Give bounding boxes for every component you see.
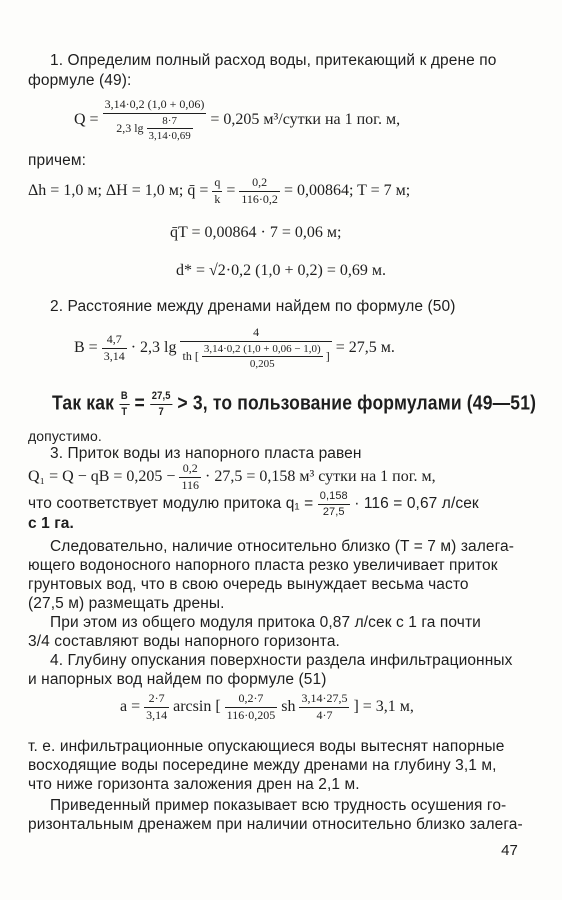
- eq-text: ]: [325, 348, 330, 363]
- fraction-numerator: 3,14·27,5: [299, 692, 349, 708]
- eq-text: 2,3 lg: [116, 120, 144, 135]
- fraction-denominator: 116: [181, 477, 200, 492]
- fraction: [212, 176, 222, 207]
- eq-text: Δh = 1,0 м; ΔH = 1,0 м; q̄ =: [28, 181, 209, 199]
- paragraph-line: и напорных вод найдем по формуле (51): [28, 671, 327, 688]
- fraction-numerator: 0,158: [318, 490, 350, 505]
- fraction-denominator: [180, 342, 331, 371]
- eq-text: > 3, то пользование формулами (49—51): [177, 391, 537, 415]
- paragraph-line: что ниже горизонта заложения дрен на 2,1 м.: [28, 776, 360, 793]
- paragraph-line: Приведенный пример показывает всю трудность осушения го-: [50, 797, 507, 814]
- equation-module: [28, 490, 479, 518]
- paragraph-line: грунтовых вод, что в свою очередь вынуждает весьма часто: [28, 576, 469, 593]
- fraction-denominator: T: [121, 405, 128, 418]
- eq-text: Так как: [52, 391, 115, 415]
- fraction: [239, 176, 280, 207]
- fraction-denominator: 7: [158, 405, 164, 418]
- eq-text: =: [226, 181, 236, 199]
- fraction: [202, 343, 323, 371]
- fraction-numerator: 0,2·7: [225, 692, 278, 708]
- paragraph-line: причем:: [28, 152, 87, 169]
- paragraph-line: ющего водоносного напорного пласта резко увеличивает приток: [28, 557, 498, 574]
- paragraph-line: 2. Расстояние между дренами найдем по формуле (50): [50, 298, 456, 315]
- fraction: [119, 390, 129, 418]
- eq-text: = 0,205 м³/сутки на 1 пог. м,: [210, 111, 401, 129]
- fraction-denominator: k: [214, 191, 221, 206]
- fraction-denominator: 4·7: [316, 707, 333, 722]
- fraction-numerator: 2·7: [144, 692, 169, 708]
- eq-text: Q₁ = Q − qB = 0,205 −: [28, 467, 176, 485]
- paragraph-line: формуле (49):: [28, 72, 132, 89]
- eq-text: th [: [182, 348, 199, 363]
- paragraph-line: 4. Глубину опускания поверхности раздела инфильтрационных: [50, 652, 513, 669]
- equation-b: [74, 326, 395, 371]
- fraction-numerator: 3,14·0,2 (1,0 + 0,06): [103, 98, 207, 114]
- eq-text: =: [134, 391, 145, 415]
- paragraph-line: т. е. инфильтрационные опускающиеся воды вытеснят напорные: [28, 738, 505, 755]
- fraction-denominator: 116·0,2: [241, 191, 278, 206]
- fraction-numerator: 0,2: [179, 462, 201, 478]
- fraction-denominator: 3,14: [103, 349, 125, 364]
- equation-q1: [28, 462, 436, 493]
- fraction-numerator: 4,7: [102, 333, 127, 349]
- paragraph-line: с 1 га.: [28, 515, 74, 532]
- equation-a: [120, 692, 414, 723]
- eq-text: · 27,5 = 0,158 м³ сутки на 1 пог. м,: [205, 467, 436, 485]
- paragraph-line: 3. Приток воды из напорного пласта равен: [50, 445, 362, 462]
- paragraph-line: При этом из общего модуля притока 0,87 л/сек с 1 га почти: [50, 614, 481, 631]
- paragraph-line: 3/4 составляют воды напорного горизонта.: [28, 633, 340, 650]
- fraction: [150, 390, 172, 418]
- fraction-denominator: 27,5: [322, 505, 345, 518]
- fraction: [144, 692, 169, 723]
- equation-d: d* = √2·0,2 (1,0 + 0,2) = 0,69 м.: [176, 262, 386, 279]
- fraction: [103, 98, 207, 143]
- equation-qt: q̄T = 0,00864 · 7 = 0,06 м;: [170, 224, 342, 241]
- fraction-numerator: 4: [180, 326, 331, 342]
- eq-text: = 0,00864; T = 7 м;: [283, 181, 411, 199]
- equation-dh: [28, 176, 410, 207]
- fraction: [299, 692, 349, 723]
- eq-text: что соответствует модулю притока q₁ =: [28, 495, 314, 513]
- eq-text: a =: [120, 697, 141, 715]
- paragraph-line: допустимо.: [28, 428, 102, 444]
- eq-text: Q =: [74, 111, 99, 129]
- fraction-numerator: q: [212, 176, 222, 192]
- eq-text: · 116 = 0,67 л/сек: [354, 495, 479, 513]
- fraction-numerator: 8·7: [147, 115, 193, 130]
- fraction: [318, 490, 350, 518]
- eq-text: · 2,3 lg: [130, 339, 177, 357]
- paragraph-line: 1. Определим полный расход воды, притекающий к дрене по: [50, 52, 497, 69]
- fraction-numerator: 0,2: [239, 176, 280, 192]
- fraction-numerator: 27,5: [150, 390, 172, 405]
- eq-text: B =: [74, 339, 98, 357]
- eq-text: arcsin [: [173, 697, 221, 715]
- fraction: [102, 333, 127, 364]
- fraction-denominator: 3,14·0,69: [148, 130, 191, 143]
- emphasis-line: [52, 390, 536, 418]
- paragraph-line: восходящие воды посередине между дренами на глубину 3,1 м,: [28, 757, 497, 774]
- eq-text: = 27,5 м.: [335, 339, 395, 357]
- fraction: [180, 326, 331, 371]
- fraction-numerator: B: [119, 390, 129, 405]
- paragraph-line: (27,5 м) размещать дрены.: [28, 595, 225, 612]
- eq-text: sh: [281, 697, 296, 715]
- equation-q: [74, 98, 400, 143]
- page-number: 47: [501, 842, 518, 859]
- paragraph-line: ризонтальным дренажем при наличии относительно близко залега-: [28, 816, 523, 833]
- fraction: [225, 692, 278, 723]
- eq-text: ] = 3,1 м,: [353, 697, 414, 715]
- fraction: [179, 462, 201, 493]
- fraction-denominator: 116·0,205: [226, 707, 276, 722]
- fraction: [147, 115, 193, 143]
- fraction-denominator: [103, 114, 207, 143]
- fraction-denominator: 3,14: [146, 707, 168, 722]
- fraction-denominator: 0,205: [249, 358, 275, 371]
- fraction-numerator: 3,14·0,2 (1,0 + 0,06 − 1,0): [202, 343, 323, 358]
- paragraph-line: Следовательно, наличие относительно близко (T = 7 м) залега-: [50, 538, 515, 555]
